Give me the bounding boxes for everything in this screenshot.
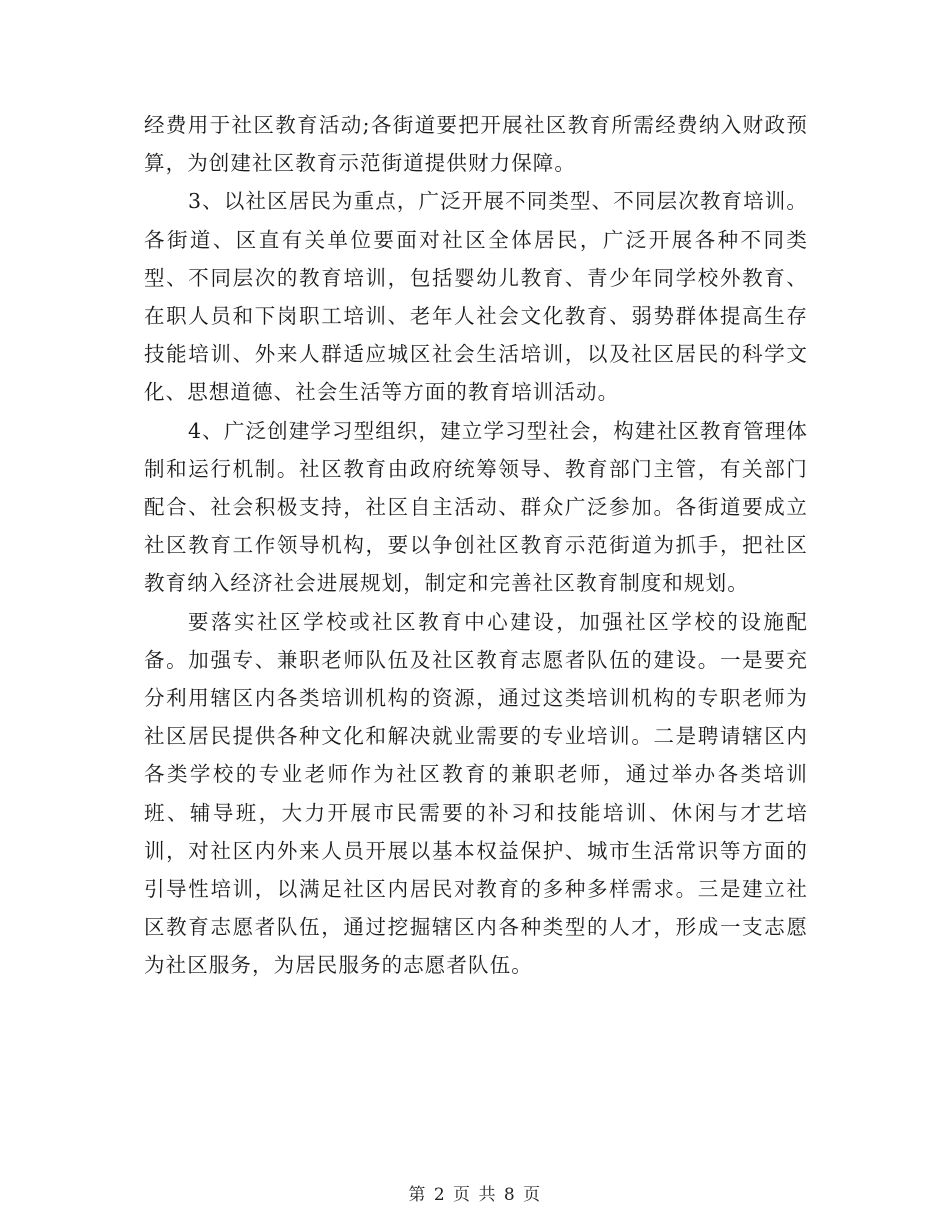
page-footer <box>0 1180 950 1205</box>
paragraph-item-3: 3、以社区居民为重点，广泛开展不同类型、不同层次教育培训。各街道、区直有关单位要面对社区全体居民，广泛开展各种不同类型、不同层次的教育培训，包括婴幼儿教育、青少年同学校外教育、在职人员和下岗职工培训、老年人社会文化教育、弱势群体提高生存技能培训、外来人群适应城区社会生活培训，以及社区居民的科学文化、思想道德、社会生活等方面的教育培训活动。 <box>144 189 808 405</box>
paragraph-community-schools: 要落实社区学校或社区教育中心建设，加强社区学校的设施配备。加强专、兼职老师队伍及社区教育志愿者队伍的建设。一是要充分利用辖区内各类培训机构的资源，通过这类培训机构的专职老师为社区居民提供各种文化和解决就业需要的专业培训。二是聘请辖区内各类学校的专业老师作为社区教育的兼职老师，通过举办各类培训班、辅导班，大力开展市民需要的补习和技能培训、休闲与才艺培训，对社区内外来人员开展以基本权益保护、城市生活常识等方面的引导性培训，以满足社区内居民对教育的多种多样需求。三是建立社区教育志愿者队伍，通过挖掘辖区内各种类型的人才，形成一支志愿为社区服务，为居民服务的志愿者队伍。 <box>144 609 808 978</box>
paragraph-item-4: 4、广泛创建学习型组织，建立学习型社会，构建社区教育管理体制和运行机制。社区教育由政府统筹领导、教育部门主管，有关部门配合、社会积极支持，社区自主活动、群众广泛参加。各街道要成立社区教育工作领导机构，要以争创社区教育示范街道为抓手，把社区教育纳入经济社会进展规划，制定和完善社区教育制度和规划。 <box>144 418 808 596</box>
paragraph-funding: 经费用于社区教育活动;各街道要把开展社区教育所需经费纳入财政预算，为创建社区教育示范街道提供财力保障。 <box>144 113 808 176</box>
page-number: 第 2 页 共 8 页 <box>408 1185 542 1205</box>
document-body <box>144 106 808 985</box>
